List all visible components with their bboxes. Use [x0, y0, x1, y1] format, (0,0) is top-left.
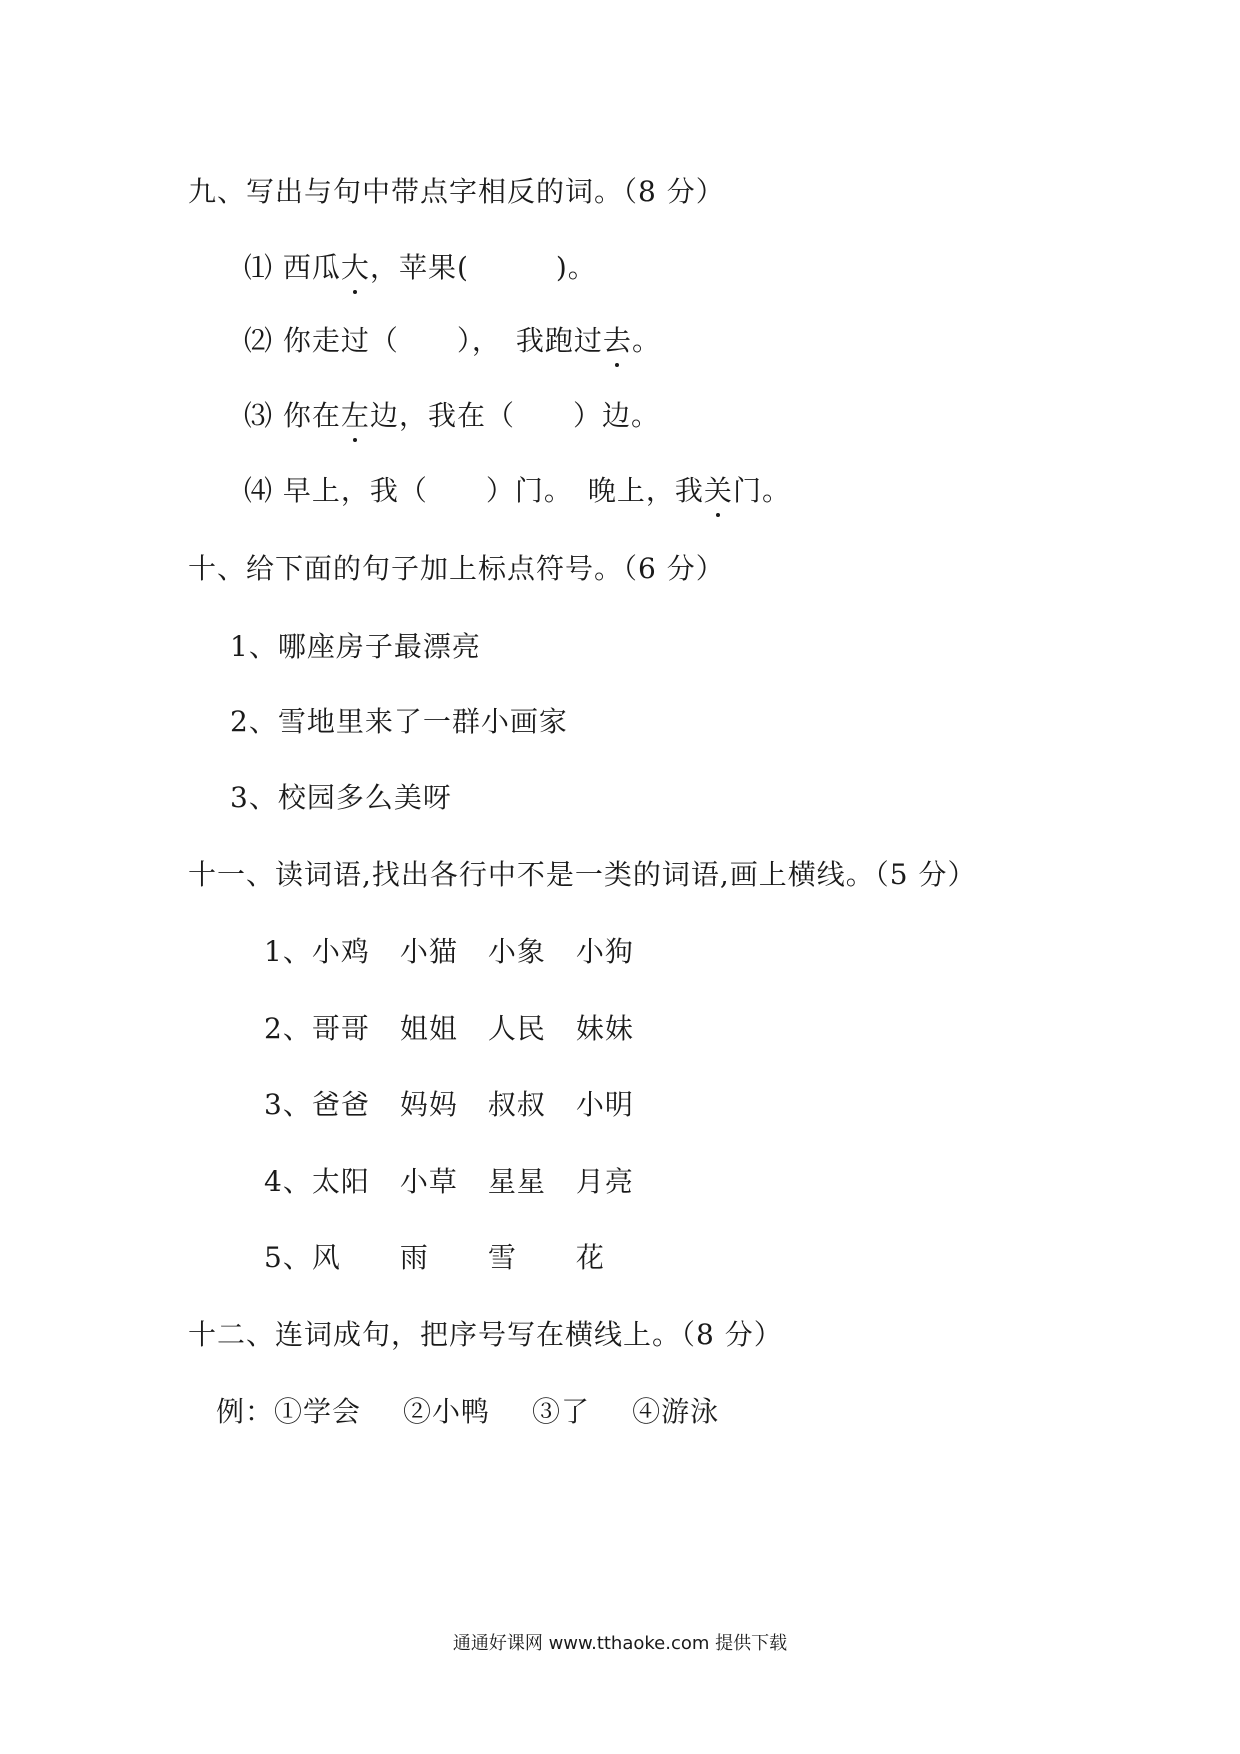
q9-item-3	[244, 396, 660, 436]
q11-row-number: 1、	[264, 935, 312, 968]
q11-row-4	[264, 1162, 664, 1202]
example-word: ①学会	[274, 1395, 362, 1428]
example-word: ②小鸭	[403, 1395, 491, 1428]
word: 哥哥	[311, 1012, 370, 1045]
word: 小明	[575, 1088, 634, 1121]
q9-item-text: 门。	[732, 474, 791, 507]
q11-row-5	[264, 1238, 664, 1278]
question-10-title: 十、给下面的句子加上标点符号。（6 分）	[188, 552, 725, 585]
q9-item-text: ，苹果( )。	[369, 251, 597, 284]
q9-item-number: ⑴	[244, 251, 274, 284]
word: 星星	[487, 1165, 546, 1198]
dotted-character: 去	[603, 321, 632, 361]
word: 太阳	[311, 1165, 370, 1198]
word: 花	[575, 1241, 605, 1274]
word: 妈妈	[399, 1088, 458, 1121]
q9-item-2	[244, 321, 661, 361]
word: 雨	[399, 1241, 429, 1274]
q11-row-2	[264, 1009, 664, 1049]
dotted-character: 关	[704, 471, 733, 511]
dotted-character: 大	[341, 248, 370, 288]
q11-row-3	[264, 1085, 664, 1125]
word: 风	[311, 1241, 341, 1274]
word: 人民	[487, 1012, 546, 1045]
q9-item-number: ⑵	[244, 324, 274, 357]
word: 小草	[399, 1165, 458, 1198]
page-footer: 通通好课网 www.tthaoke.com 提供下载	[452, 1633, 788, 1654]
question-11-title: 十一、读词语,找出各行中不是一类的词语,画上横线。（5 分）	[188, 858, 977, 891]
word: 叔叔	[487, 1088, 546, 1121]
example-word: ③了	[532, 1395, 591, 1428]
q9-item-text: 你在	[273, 399, 341, 432]
word: 小狗	[575, 935, 634, 968]
q9-item-text: 西瓜	[273, 251, 341, 284]
q9-item-text: 你走过（ ）， 我跑过	[273, 324, 603, 357]
word: 小猫	[399, 935, 458, 968]
word: 姐姐	[399, 1012, 458, 1045]
word: 爸爸	[311, 1088, 370, 1121]
q11-row-1	[264, 932, 664, 972]
q9-item-1	[244, 248, 597, 288]
word: 小鸡	[311, 935, 370, 968]
q9-item-text: 。	[631, 324, 661, 357]
word: 月亮	[575, 1165, 634, 1198]
example-label: 例：	[216, 1395, 275, 1428]
q12-example	[216, 1392, 719, 1432]
q11-row-number: 2、	[264, 1012, 312, 1045]
example-word: ④游泳	[632, 1395, 720, 1428]
word: 雪	[487, 1241, 517, 1274]
q9-item-text: 边，我在（ ）边。	[369, 399, 660, 432]
q10-item-3: 3、校园多么美呀	[230, 781, 452, 814]
q11-row-number: 5、	[264, 1241, 312, 1274]
q9-item-4	[244, 471, 791, 511]
q10-item-1: 1、哪座房子最漂亮	[230, 630, 481, 663]
word: 小象	[487, 935, 546, 968]
q9-item-number: ⑷	[244, 474, 274, 507]
q9-item-text: 早上，我（ ）门。 晚上，我	[273, 474, 704, 507]
q11-row-number: 4、	[264, 1165, 312, 1198]
q9-item-number: ⑶	[244, 399, 274, 432]
word: 妹妹	[575, 1012, 634, 1045]
q11-row-number: 3、	[264, 1088, 312, 1121]
question-12-title: 十二、连词成句，把序号写在横线上。（8 分）	[188, 1318, 783, 1351]
dotted-character: 左	[341, 396, 370, 436]
question-9-title: 九、写出与句中带点字相反的词。（8 分）	[188, 175, 725, 208]
q10-item-2: 2、雪地里来了一群小画家	[230, 705, 568, 738]
